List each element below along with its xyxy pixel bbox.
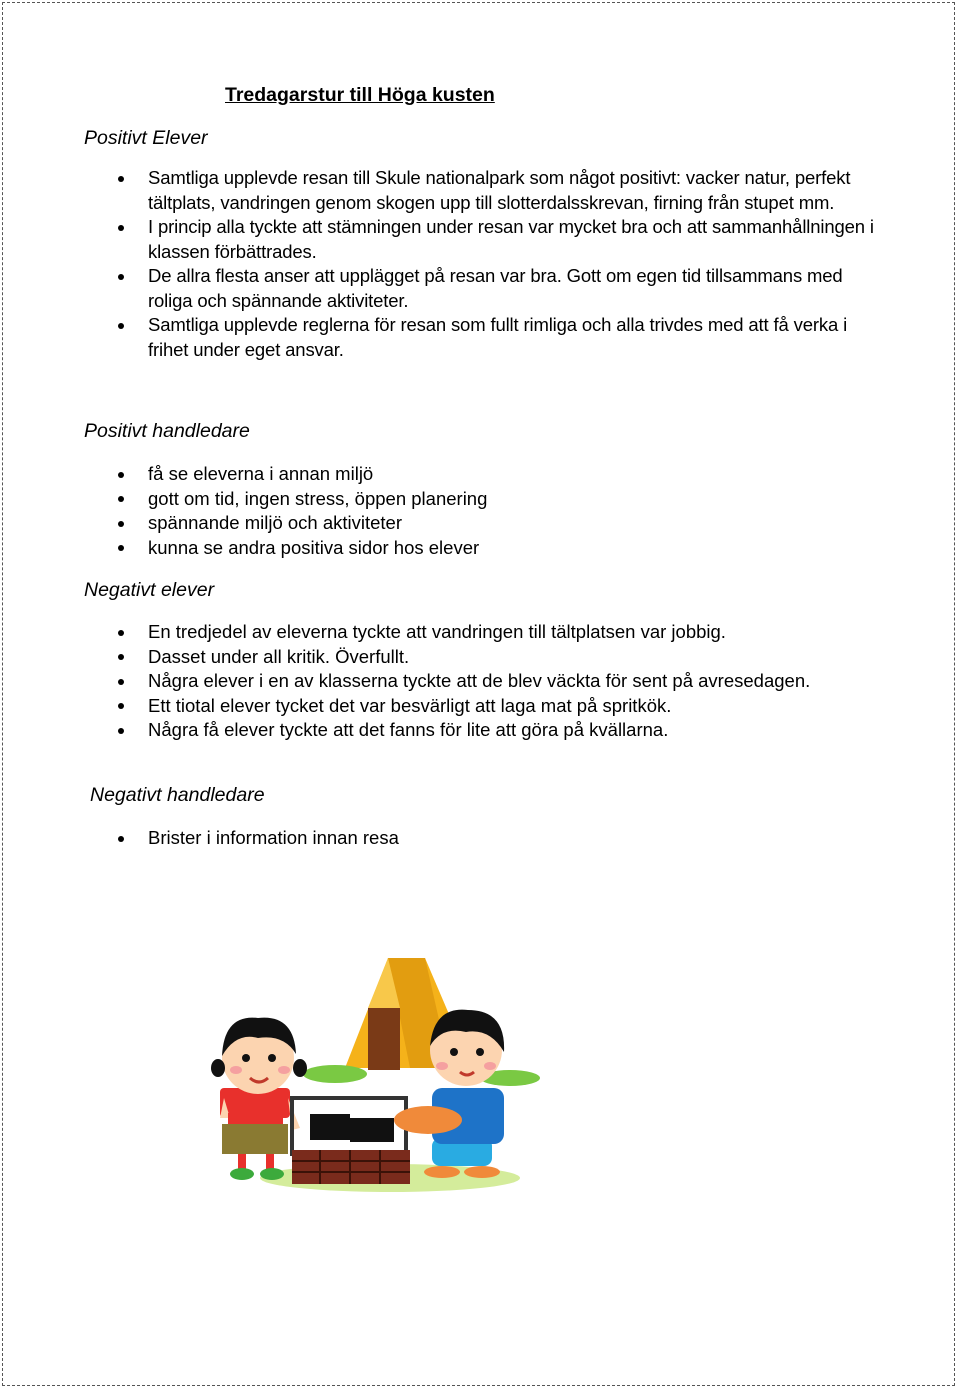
list-item: De allra flesta anser att upplägget på resan var bra. Gott om egen tid tillsammans med roliga och spännande aktiviteter.	[118, 264, 878, 313]
bullet-list-negativt-handledare	[118, 826, 818, 851]
camping-children-illustration-icon	[210, 928, 550, 1198]
section-heading-positivt-elever: Positivt Elever	[84, 127, 208, 149]
cooking-stand-icon	[290, 1096, 410, 1184]
list-item: Några få elever tyckte att det fanns för lite att göra på kvällarna.	[118, 718, 898, 743]
section-heading-negativt-handledare: Negativt handledare	[90, 784, 265, 806]
list-item: få se eleverna i annan miljö	[118, 462, 818, 487]
bullet-list-negativt-elever	[118, 620, 898, 743]
list-item: Några elever i en av klasserna tyckte att de blev väckta för sent på avresedagen.	[118, 669, 898, 694]
bullet-list-positivt-handledare	[118, 462, 818, 560]
list-item: I princip alla tyckte att stämningen under resan var mycket bra och att sammanhållningen i klassen förbättrades.	[118, 215, 878, 264]
list-item: Ett tiotal elever tycket det var besvärligt att laga mat på spritkök.	[118, 694, 898, 719]
list-item: Dasset under all kritik. Överfullt.	[118, 645, 898, 670]
list-item: kunna se andra positiva sidor hos elever	[118, 536, 818, 561]
list-item: Brister i information innan resa	[118, 826, 818, 851]
bullet-list-positivt-elever	[118, 166, 878, 362]
section-heading-positivt-handledare: Positivt handledare	[84, 420, 250, 442]
list-item: En tredjedel av eleverna tyckte att vandringen till tältplatsen var jobbig.	[118, 620, 898, 645]
list-item: Samtliga upplevde reglerna för resan som fullt rimliga och alla trivdes med att få verka i frihet under eget ansvar.	[118, 313, 878, 362]
section-heading-negativt-elever: Negativt elever	[84, 579, 215, 601]
document-title: Tredagarstur till Höga kusten	[225, 84, 495, 106]
list-item: gott om tid, ingen stress, öppen planering	[118, 487, 818, 512]
list-item: spännande miljö och aktiviteter	[118, 511, 818, 536]
bush-icon	[303, 1065, 540, 1086]
list-item: Samtliga upplevde resan till Skule nationalpark som något positivt: vacker natur, perfekt tältplats, vandringen genom skogen upp till slotterdalsskrevan, firning från stupet mm.	[118, 166, 878, 215]
